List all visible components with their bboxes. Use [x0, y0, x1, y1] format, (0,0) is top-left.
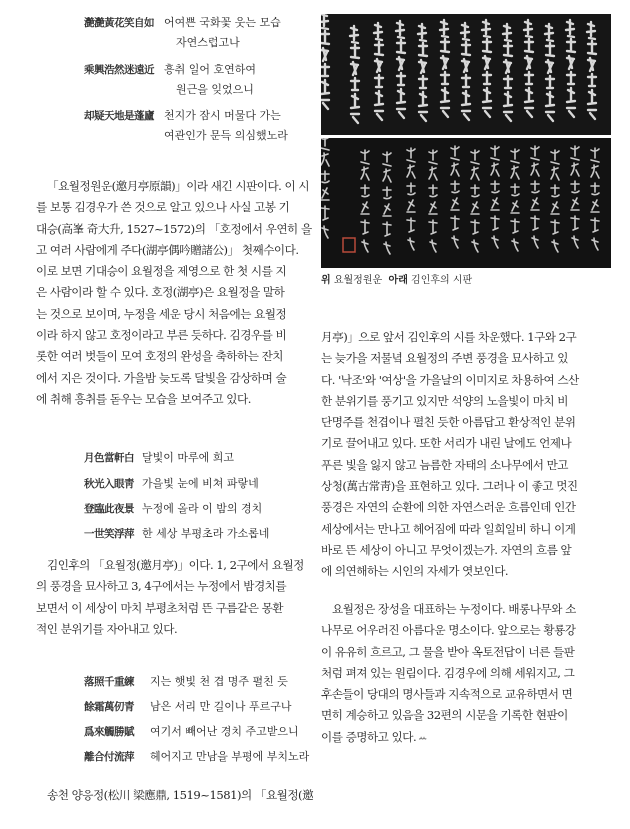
signboard-photo-top — [321, 14, 611, 135]
verse-row — [84, 127, 334, 147]
paragraph-3: 송천 양응정(松川 梁應鼎, 1519~1581)의 「요월정(邀 — [47, 788, 314, 802]
verse-row — [84, 107, 334, 127]
verse-row: 落照千重練 지는 햇빛 천 겹 명주 펼친 듯 — [84, 675, 288, 688]
verse-hanja: 却疑天地是蓬廬 — [84, 110, 154, 122]
verse-row: 秋光入眼靑 가을빛 눈에 비쳐 파랗네 — [84, 477, 259, 490]
verse-block-3 — [84, 673, 334, 773]
end-mark-icon: ꕀ — [418, 732, 427, 744]
verse-korean: 원근을 잊었으니 — [176, 83, 254, 96]
image-caption: 위 요월정원운 아래 김인후의 시판 — [321, 275, 473, 286]
verse-row — [84, 34, 334, 61]
paragraph-5: 요월정은 장성을 대표하는 누정이다. 배롱나무와 소 나무로 어우러진 아름다운 명소이다. 앞으로는 황룡강 이 유유히 흐르고, 그 물을 받아 옥토전답이 너른 들판 처럼 펴져 있는 원림이다. 김경우에 의해 세워지고, 그 후손들이 당대의 명사들과 지속적으로 교유하면서 면 면히 계승하고 있음을 32편의 시문을 기록한 현판이 이를 증명하고 있다. ꕀ — [321, 602, 576, 744]
signboard-photo-bottom — [321, 138, 611, 268]
verse-korean: 여관인가 문득 의심했노라 — [164, 129, 288, 142]
verse-hanja: 灔灔黃花笑自如 — [84, 17, 154, 29]
paragraph-2: 김인후의 「요월정(邀月亭)」이다. 1, 2구에서 요월정 의 풍경을 묘사하고 3, 4구에서는 누정에서 밤경치를 보면서 이 세상이 마치 부평초처럼 뜬 구름같은 몽환 적인 분위기를 자아내고 있다. — [36, 558, 304, 636]
calligraphy-top-image — [321, 14, 611, 135]
verse-row — [84, 14, 334, 34]
verse-block-2 — [84, 449, 334, 550]
verse-row: 登臨此夜景 누정에 올라 이 밤의 경치 — [84, 502, 263, 515]
verse-row — [84, 81, 334, 107]
verse-row: 月色當軒白 달빛이 마루에 희고 — [84, 451, 235, 464]
verse-row — [84, 61, 334, 81]
verse-korean: 천지가 잠시 머물다 가는 — [164, 109, 281, 122]
verse-row: 爲來觸勝賦 여기서 빼어난 경치 주고받으니 — [84, 725, 299, 738]
verse-row: 一世笑浮萍 한 세상 부평초라 가소롭네 — [84, 527, 270, 540]
verse-block-1 — [84, 14, 334, 147]
verse-row: 離合付流萍 헤어지고 만남을 부평에 부치노라 — [84, 750, 310, 763]
verse-korean: 어여쁜 국화꽃 웃는 모습 — [164, 16, 281, 29]
verse-row: 餘霜萬仞青 남은 서리 만 길이나 푸르구나 — [84, 700, 292, 713]
paragraph-1: 「요월정원운(邀月亭原韻)」이라 새긴 시판이다. 이 시 를 보통 김경우가 쓴 것으로 알고 있으나 사실 고봉 기 대승(高峯 奇大升, 1527~1572)의 「호정에서 우연히 을 고 여러 사람에게 주다(湖亭偶吟贈諸公)」 첫째수이다. 이로 보면 기대승이 요월정을 제영으로 한 첫 시를 지 은 사람이라 할 수 있다. 호정(湖亭)은 요월정을 말하 는 것으로 보이며, 누정을 세운 당시 처음에는 요월정 이라 하지 않고 호정이라고 부른 듯하다. 김경우를 비 롯한 여러 벗들이 모여 호정의 완성을 축하하는 잔치 에서 지은 것이다. 가을밤 늦도록 달빛을 감상하며 술 에 취해 흥취를 돋우는 모습을 보여주고 있다. — [36, 179, 312, 406]
verse-hanja: 乘興浩然迷遠近 — [84, 64, 154, 76]
paragraph-4: 月亭)」으로 앞서 김인후의 시를 차운했다. 1구와 2구 는 늦가을 저물녘 요월정의 주변 풍경을 묘사하고 있 다. '낙조'와 '여상'을 가을날의 이미지로 차용하여 스산 한 분위기를 풍기고 있지만 석양의 노을빛이 마치 비 단명주를 천겹이나 펼친 듯한 아름답고 환상적인 분위 기로 끌어내고 있다. 또한 서리가 내린 날에도 언제나 푸른 빛을 잃지 않고 늠름한 자태의 소나무에서 만고 상청(萬古常靑)을 표현하고 있다. 그러나 이 좋고 멋진 풍경은 자연의 순환에 의한 자연스러운 흐름인데 인간 세상에서는 만나고 헤어짐에 따라 일희일비 하니 이게 바로 뜬 세상이 아니고 무엇이겠는가. 자연의 흐름 앞 에 의연해하는 시인의 자세가 엿보인다. — [321, 330, 579, 579]
calligraphy-bottom-image — [321, 138, 611, 268]
verse-korean: 흥취 일어 호연하여 — [164, 63, 257, 76]
verse-korean: 자연스럽고나 — [176, 36, 240, 49]
